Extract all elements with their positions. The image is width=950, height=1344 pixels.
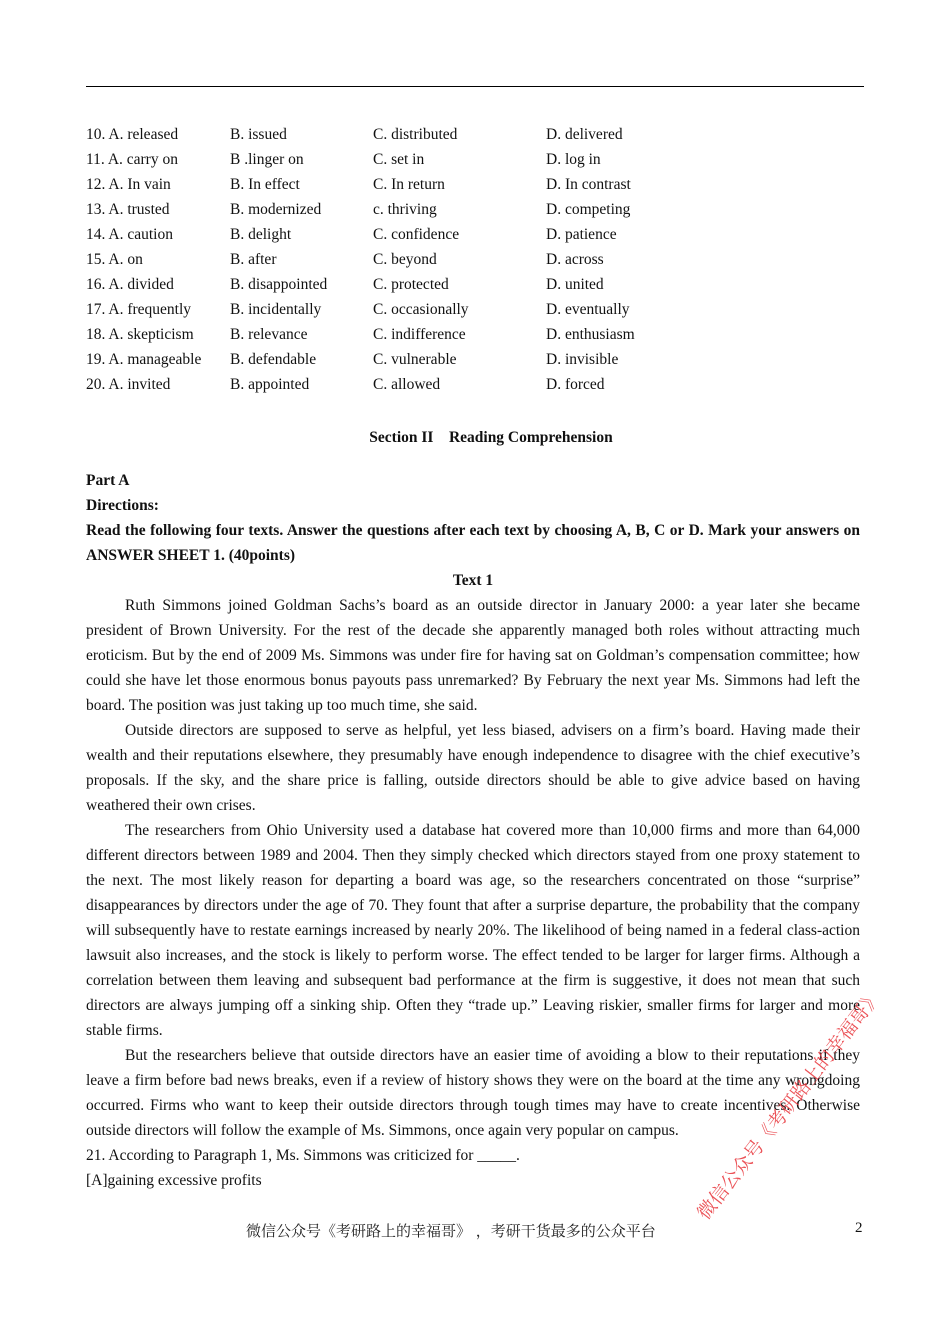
page-number: 2 [855,1220,863,1236]
option-a: 11. A. carry on [86,151,178,168]
option-row [86,147,786,172]
option-a: 19. A. manageable [86,351,202,368]
paragraph: The researchers from Ohio University used a database hat covered more than 10,000 firms and more than 64,000 different directors between 1989 and 2004. Then they simply checked which directors stayed from one proxy statement to the next. The most likely reason for departing a board was age, so the researchers concentrated on those “surprise” disappearances by directors under the age of 70. They fount that after a surprise departure, the probability that the company will subsequently have to restate earnings increased by nearly 20%. The likelihood of being named in a federal class-action lawsuit also increases, and the stock is likely to perform worse. The effect tended to be larger for larger firms. Although a correlation between them leaving and subsequent bad performance at the firm is suggestive, it does not mean that such directors are always jumping off a sinking ship. Often they “trade up.” Leaving riskier, smaller firms for larger and more stable firms. [86,822,860,1039]
option-a: 13. A. trusted [86,201,170,218]
option-b: B. appointed [230,376,310,393]
option-c: C. In return [373,176,445,193]
paragraph: But the researchers believe that outside directors have an easier time of avoiding a blow to their reputations if they leave a firm before bad news breaks, even if a review of history shows they were on the board at the time any wrongdoing occurred. Firms who want to keep their outside directors through tough times may have to create incentives. Otherwise outside directors will follow the example of Ms. Simmons, once again very popular on campus. [86,1047,860,1139]
option-d: D. delivered [546,126,623,143]
option-b: B. issued [230,126,287,143]
option-row [86,222,786,247]
option-d: D. enthusiasm [546,326,635,343]
directions-label: Directions: [86,497,159,514]
header-rule [86,86,864,87]
option-b: B .linger on [230,151,304,168]
option-row [86,347,786,372]
option-row [86,172,786,197]
paragraph: Ruth Simmons joined Goldman Sachs’s board as an outside director in January 2000: a year later she became president of Brown University. For the rest of the decade she apparently managed both roles without attracting much eroticism. But by the end of 2009 Ms. Simmons was under fire for having sat on Goldman’s compensation committee; how could she have let those enormous bonus payouts pass unremarked? By February the next year Ms. Simmons had left the board. The position was just taking up too much time, she said. [86,597,860,714]
option-d: D. log in [546,151,601,168]
option-row [86,322,786,347]
option-d: D. invisible [546,351,619,368]
option-row [86,272,786,297]
option-c: C. beyond [373,251,437,268]
text-title: Text 1 [452,572,494,589]
option-row [86,247,786,272]
option-d: D. united [546,276,604,293]
option-d: D. competing [546,201,631,218]
cloze-options-table [86,122,786,397]
option-c: c. thriving [373,201,437,218]
option-c: C. allowed [373,376,441,393]
option-a: 10. A. released [86,126,179,143]
footer-text: 微信公众号《考研路上的幸福哥》 ，考研干货最多的公众平台 [246,1222,656,1240]
option-c: C. protected [373,276,449,293]
option-b: B. delight [230,226,292,243]
option-b: B. relevance [230,326,308,343]
option-d: D. eventually [546,301,630,318]
option-a: 18. A. skepticism [86,326,194,343]
option-d: D. forced [546,376,605,393]
part-heading: Part A [86,472,130,489]
option-a: 14. A. caution [86,226,173,243]
option-d: D. In contrast [546,176,631,193]
watermark: 微信公众号《考研路上的幸福哥》 [693,985,886,1225]
option-row [86,372,786,397]
option-d: D. across [546,251,604,268]
option-row [86,122,786,147]
option-c: C. occasionally [373,301,469,318]
option-row [86,197,786,222]
option-c: C. indifference [373,326,466,343]
option-c: C. distributed [373,126,458,143]
option-row [86,297,786,322]
option-b: B. In effect [230,176,300,193]
option-b: B. defendable [230,351,317,368]
option-c: C. vulnerable [373,351,457,368]
directions-text: Read the following four texts. Answer the questions after each text by choosing A, B, C or D. Mark your answers on ANSWER SHEET 1. (40points) [86,522,860,564]
question: 21. According to Paragraph 1, Ms. Simmons was criticized for _____. [86,1147,520,1164]
option-a: 20. A. invited [86,376,171,393]
section-title: Section II Reading Comprehension [369,429,613,446]
option-b: B. disappointed [230,276,328,293]
answer-option-a: [A]gaining excessive profits [86,1172,262,1189]
option-a: 17. A. frequently [86,301,192,318]
option-c: C. set in [373,151,425,168]
option-a: 16. A. divided [86,276,174,293]
option-c: C. confidence [373,226,460,243]
option-a: 15. A. on [86,251,143,268]
reading-section [86,468,860,1193]
option-b: B. incidentally [230,301,322,318]
paragraph: Outside directors are supposed to serve as helpful, yet less biased, advisers on a firm’s board. Having made their wealth and their reputations elsewhere, they presumably have enough independence to disagree with the chief executive’s proposals. If the sky, and the share price is falling, outside directors should be able to give advice based on having weathered their own crises. [86,722,860,814]
option-d: D. patience [546,226,617,243]
option-b: B. modernized [230,201,322,218]
option-a: 12. A. In vain [86,176,171,193]
option-b: B. after [230,251,277,268]
